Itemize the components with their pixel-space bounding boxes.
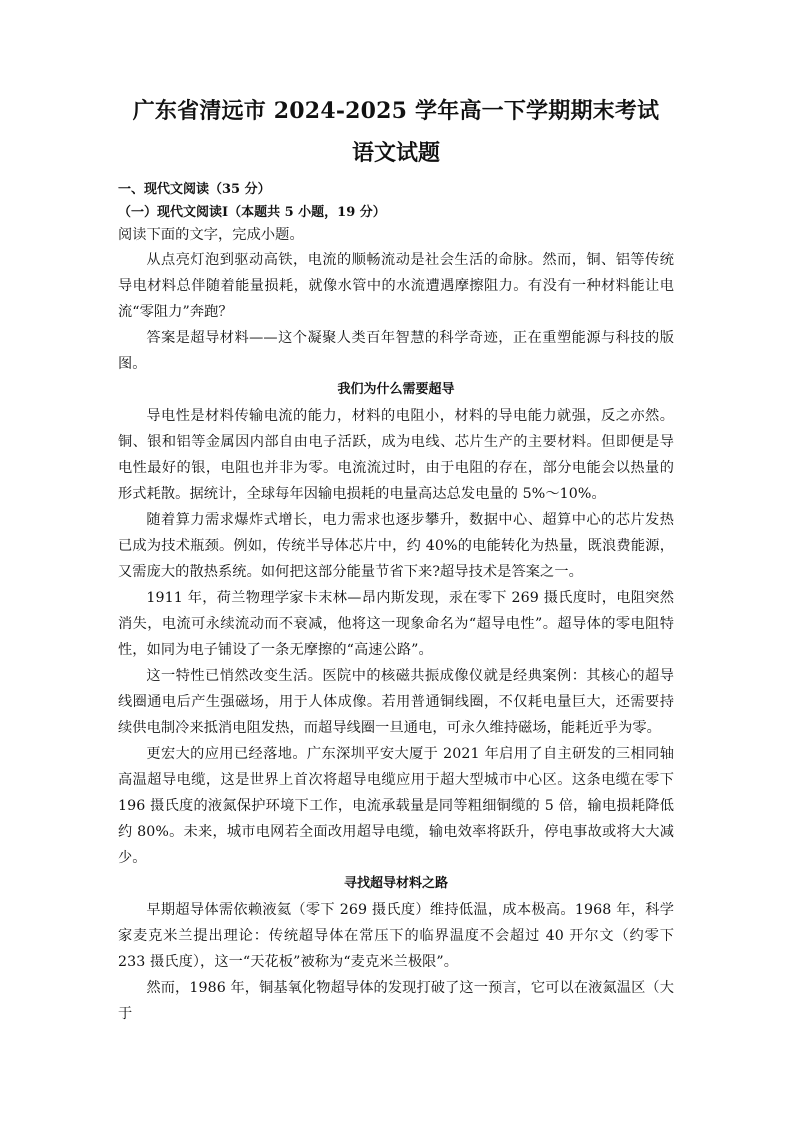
article-heading-why-superconductivity: 我们为什么需要超导 (337, 382, 455, 397)
body-paragraph: 然而，1986 年，铜基氧化物超导体的发现打破了这一预言，它可以在液氮温区（大于 (118, 980, 674, 1022)
reading-instruction: 阅读下面的文字，完成小题。 (118, 227, 304, 243)
intro-paragraph-2: 答案是超导材料——这个凝聚人类百年智慧的科学奇迹，正在重塑能源与科技的版图。 (118, 330, 674, 372)
exam-title: 广东省清远市 2024-2025 学年高一下学期期末考试 (132, 98, 660, 124)
body-paragraph: 随着算力需求爆炸式增长，电力需求也逐步攀升，数据中心、超算中心的芯片发热已成为技术瓶颈。例如，传统半导体芯片中，约 40%的电能转化为热量，既浪费能源，又需庞大的散热系统。如何把这部分能量节省下来?超导技术是答案之一。 (118, 512, 674, 580)
section-heading: 一、现代文阅读（35 分） (118, 182, 271, 197)
article-heading-finding-materials: 寻找超导材料之路 (343, 876, 448, 891)
exam-subtitle: 语文试题 (351, 140, 440, 166)
page-content (118, 96, 674, 1027)
body-paragraph: 1911 年，荷兰物理学家卡末林—昂内斯发现，汞在零下 269 摄氏度时，电阻突然消失，电流可永续流动而不衰减，他将这一现象命名为“超导电性”。超导体的零电阻特性，如同为电子铺设了一条无摩擦的“高速公路”。 (118, 590, 674, 658)
body-paragraph: 早期超导体需依赖液氦（零下 269 摄氏度）维持低温，成本极高。1968 年，科学家麦克米兰提出理论：传统超导体在常压下的临界温度不会超过 40 开尔文（约零下 233 摄氏度），这一“天花板”被称为“麦克米兰极限”。 (118, 902, 674, 970)
subsection-heading: （一）现代文阅读Ⅰ（本题共 5 小题，19 分） (118, 205, 386, 220)
body-paragraph: 这一特性已悄然改变生活。医院中的核磁共振成像仪就是经典案例：其核心的超导线圈通电后产生强磁场，用于人体成像。若用普通铜线圈，不仅耗电量巨大，还需要持续供电制冷来抵消电阻发热，而超导线圈一旦通电，可永久维持磁场，能耗近乎为零。 (118, 668, 674, 736)
body-paragraph: 导电性是材料传输电流的能力，材料的电阻小，材料的导电能力就强，反之亦然。铜、银和铝等金属因内部自由电子活跃，成为电线、芯片生产的主要材料。但即便是导电性最好的银，电阻也并非为零。电流流过时，由于电阻的存在，部分电能会以热量的形式耗散。据统计，全球每年因输电损耗的电量高达总发电量的 5%～10%。 (118, 408, 674, 502)
body-paragraph: 更宏大的应用已经落地。广东深圳平安大厦于 2021 年启用了自主研发的三相同轴高温超导电缆，这是世界上首次将超导电缆应用于超大型城市中心区。这条电缆在零下 196 摄氏度的液氮保护环境下工作，电流承载量是同等粗细铜缆的 5 倍，输电损耗降低约 80%。未来，城市电网若全面改用超导电缆，输电效率将跃升，停电事故或将大大减少。 (118, 746, 674, 866)
intro-paragraph-1: 从点亮灯泡到驱动高铁，电流的顺畅流动是社会生活的命脉。然而，铜、铝等传统导电材料总伴随着能量损耗，就像水管中的水流遭遇摩擦阻力。有没有一种材料能让电流“零阻力”奔跑？ (118, 252, 674, 320)
